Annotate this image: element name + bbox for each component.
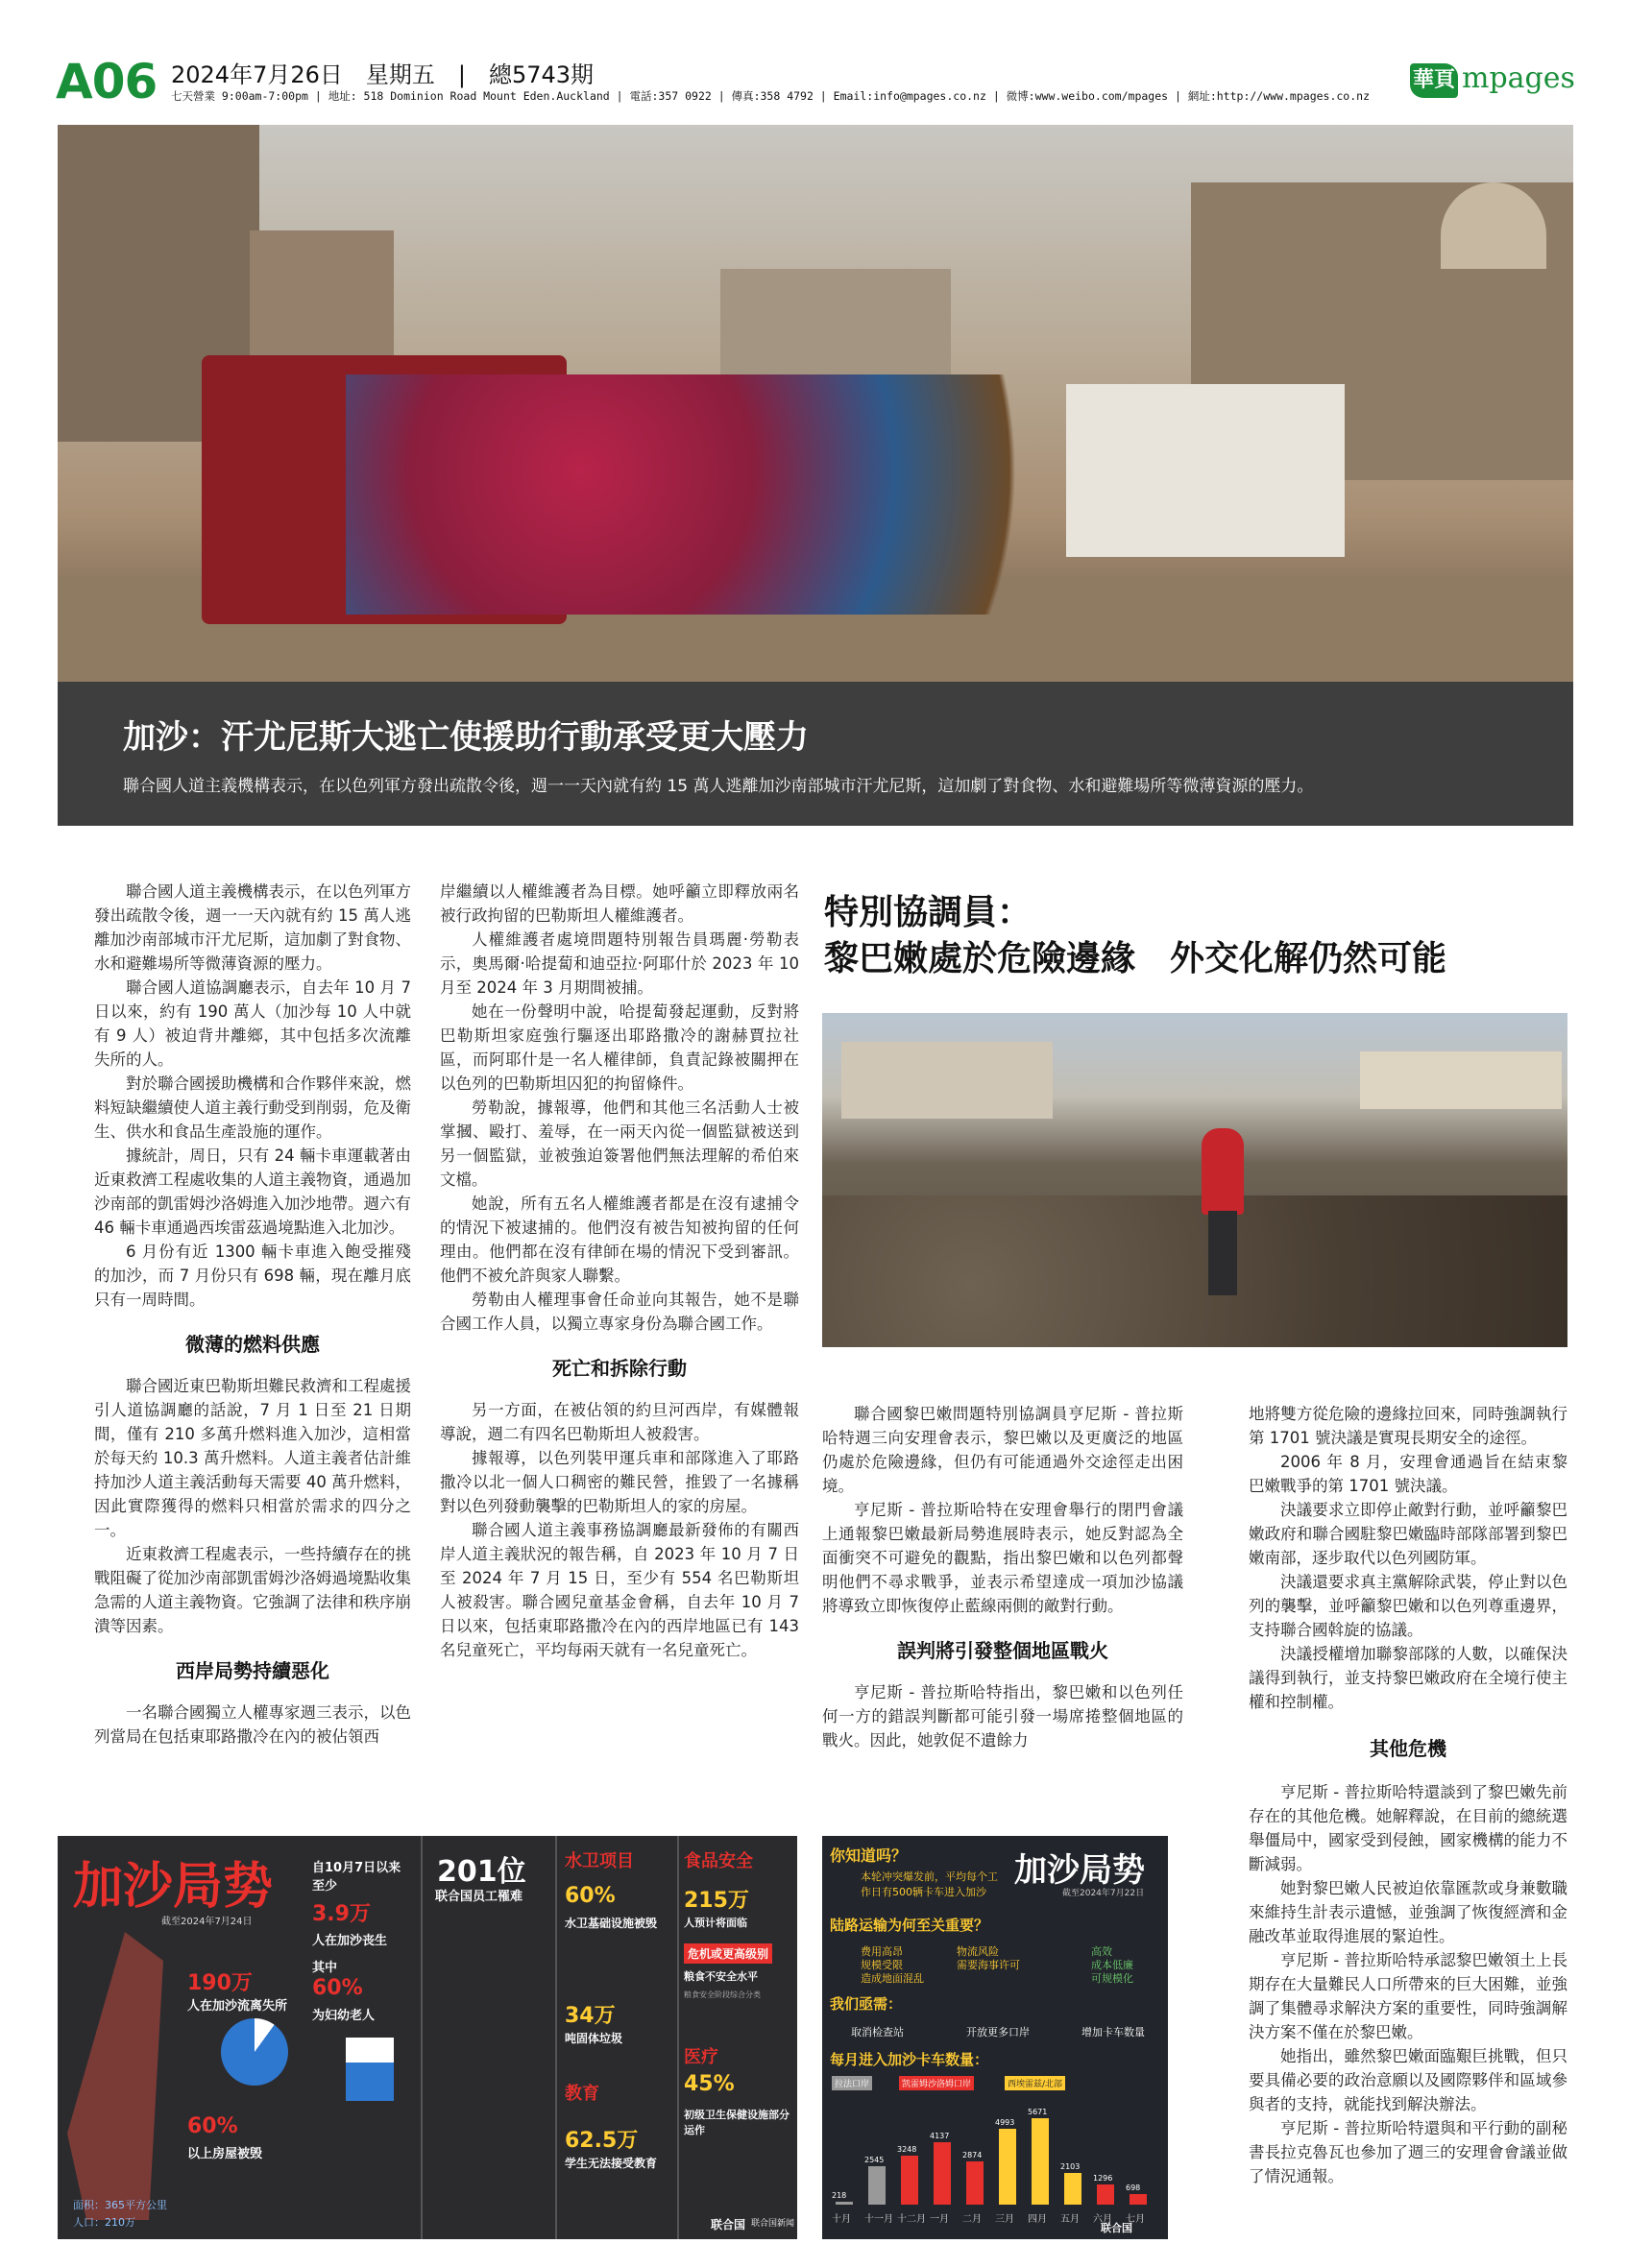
divider	[677, 1836, 679, 2239]
paragraph: 她說，所有五名人權維護者都是在沒有逮捕令的情況下被逮捕的。他們沒有被告知被拘留的任何理由。他們都在沒有律師在場的情況下受到審訊。他們不被允許與家人聯繫。	[440, 1194, 799, 1285]
paragraph: 據統計，周日，只有 24 輛卡車運載著由近東救濟工程處收集的人道主義物資，通過加沙南部的凱雷姆沙洛姆進入加沙地帶。週六有 46 輛卡車通過西埃雷茲過境點進入北加沙。	[94, 1146, 411, 1237]
truck-value-label: 2545	[864, 2155, 885, 2164]
food-label: 人预计将面临	[684, 1917, 747, 1929]
paragraph: 聯合國人道主義機構表示，在以色列軍方發出疏散令後，週一一天內就有約 15 萬人逃離加沙南部城市汗尤尼斯，這加劇了對食物、水和避難場所等微薄資源的壓力。	[94, 882, 411, 973]
un-staff-number: 201位	[437, 1855, 526, 1889]
truck-bar	[1032, 2118, 1049, 2205]
water-heading: 水卫项目	[565, 1851, 634, 1871]
legend-rafah: 拉法口岸	[832, 2076, 872, 2090]
housing-percent: 60%	[187, 2114, 238, 2138]
trucks-heading: 每月进入加沙卡车数量：	[830, 2051, 989, 2068]
sea-item: 需要海事许可	[957, 1959, 1020, 1971]
truck-bar	[901, 2156, 918, 2205]
paragraph-continued: 地將雙方從危險的邊緣拉回來，同時強調執行第 1701 號決議是實現長期安全的途徑。	[1249, 1405, 1567, 1447]
population-label: 人口：210万	[73, 2216, 135, 2229]
paragraph: 亨尼斯 - 普拉斯哈特承認黎巴嫩領土上長期存在大量難民人口所帶來的巨大困難，並強調了集體尋求解決方案的重要性，同時強調解決方案不僅在於黎巴嫩。	[1249, 1951, 1567, 2041]
paragraph: 她在一份聲明中說，哈提蔔發起運動，反對將巴勒斯坦家庭強行驅逐出耶路撒冷的謝赫賈拉社區，而阿耶什是一名人權律師，負責記錄被關押在以色列的巴勒斯坦囚犯的拘留條件。	[440, 1002, 799, 1093]
month-label: 一月	[930, 2214, 949, 2225]
water-percent: 60%	[565, 1884, 616, 1908]
logo-mark: 華頁	[1410, 63, 1458, 98]
paragraph: 聯合國黎巴嫩問題特別協調員亨尼斯 - 普拉斯哈特週三向安理會表示，黎巴嫩以及更廣泛的地區仍處於危險邊緣，但仍有可能通過外交途徑走出困境。	[822, 1405, 1183, 1495]
article2-title-line1: 特別協調員：	[824, 893, 1033, 932]
logo-text: mpages	[1462, 61, 1575, 95]
month-label: 六月	[1093, 2214, 1112, 2225]
appeal-item: 增加卡车数量	[1081, 2026, 1145, 2039]
paragraph: 亨尼斯 - 普拉斯哈特還談到了黎巴嫩先前存在的其他危機。她解釋說，在目前的總統選舉僵局中，國家受到侵蝕，國家機構的能力不斷減弱。	[1249, 1783, 1567, 1873]
infographic2-title: 加沙局势	[1014, 1851, 1145, 1890]
divider	[421, 1836, 423, 2239]
paragraph: 她對黎巴嫩人民被迫依靠匯款或身兼數職來維持生計表示遺憾，並強調了恢復經濟和金融改革並取得進展的緊迫性。	[1249, 1879, 1567, 1945]
killed-label: 人在加沙丧生	[312, 1934, 388, 1948]
paragraph: 對於聯合國援助機構和合作夥伴來說，燃料短缺繼續使人道主義行動受到削弱，危及衛生、供水和食品生產設施的運作。	[94, 1074, 411, 1141]
food-number: 215万	[684, 1889, 749, 1913]
truck-bar	[1064, 2173, 1081, 2205]
medical-label: 初级卫生保健设施部分运作	[684, 2109, 790, 2136]
food-label2: 粮食不安全水平	[684, 1970, 758, 1983]
displaced-pie	[221, 2018, 288, 2086]
gaza-trucks-infographic	[822, 1836, 1168, 2239]
infographic-date: 截至2024年7月24日	[161, 1917, 253, 1927]
paragraph: 一名聯合國獨立人權專家週三表示，以色列當局在包括東耶路撒冷在內的被佔領西	[94, 1703, 411, 1746]
paragraph: 6 月份有近 1300 輛卡車進入飽受摧殘的加沙，而 7 月份只有 698 輛，現在離月底只有一周時間。	[94, 1243, 411, 1309]
truck-value-label: 5671	[1028, 2108, 1048, 2117]
bar-blue	[346, 2063, 394, 2101]
sea-item: 物流风险	[957, 1945, 999, 1958]
area-label: 面积：365平方公里	[73, 2199, 167, 2211]
education-label: 学生无法接受教育	[565, 2157, 658, 2170]
air-item: 费用高昂	[861, 1945, 903, 1958]
did-you-know: 你知道吗？	[830, 1846, 908, 1865]
main-subheadline: 聯合國人道主義機構表示，在以色列軍方發出疏散令後，週一一天內就有約 15 萬人逃離加沙南部城市汗尤尼斯，這加劇了對食物、水和避難場所等微薄資源的壓力。	[123, 777, 1314, 796]
paragraph: 亨尼斯 - 普拉斯哈特還與和平行動的副秘書長拉克魯瓦也參加了週三的安理會會議並做了情況通報。	[1249, 2119, 1567, 2185]
month-label: 十二月	[897, 2214, 926, 2225]
paragraph: 人權維護者處境問題特別報告員瑪麗·勞勒表示，奧馬爾·哈提蔔和迪亞拉·阿耶什於 2023 年 10 月至 2024 年 3 月期間被捕。	[440, 930, 799, 997]
truck-bar	[1130, 2194, 1147, 2205]
appeal-item: 开放更多口岸	[966, 2026, 1030, 2039]
killed-number: 3.9万	[312, 1902, 371, 1926]
month-label: 十月	[832, 2214, 851, 2225]
paragraph: 近東救濟工程處表示，一些持續存在的挑戰阻礙了從加沙南部凱雷姆沙洛姆過境點收集急需的人道主義物資。它強調了法律和秩序崩潰等因素。	[94, 1545, 411, 1635]
subheading-death: 死亡和拆除行動	[552, 1357, 687, 1380]
page-number: A06	[56, 54, 158, 109]
land-item: 成本低廉	[1091, 1959, 1133, 1971]
main-headline: 加沙：汗尤尼斯大逃亡使援助行動承受更大壓力	[123, 718, 809, 757]
paragraph: 決議授權增加聯黎部隊的人數，以確保決議得到執行，並支持黎巴嫩政府在全境行使主權和控制權。	[1249, 1645, 1567, 1711]
land-item: 可规模化	[1091, 1972, 1133, 1985]
paragraph: 2006 年 8 月，安理會通過旨在結束黎巴嫩戰爭的第 1701 號決議。	[1249, 1453, 1567, 1495]
paragraph: 她指出，雖然黎巴嫩面臨艱巨挑戰，但只要具備必要的政治意願以及國際夥伴和區域參與者的支持，就能找到解決辦法。	[1249, 2047, 1567, 2113]
land-heading: 陆路运输为何至关重要？	[830, 1917, 989, 1934]
issue-date: 2024年7月26日 星期五 | 總5743期	[171, 61, 595, 88]
subheading-miscalculation: 誤判將引發整個地區戰火	[897, 1639, 1108, 1662]
contact-info: 七天營業 9:00am-7:00pm | 地址: 518 Dominion Road Mount Eden.Auckland | 電話:357 0922 | 傳真:358 4792 | Email:info@mpages.co.nz | 微博:www.weibo.com/mpages | 網址:http://www.mpages.co.nz	[171, 89, 1371, 103]
displaced-number: 190万	[187, 1971, 253, 1995]
truck-value-label: 2103	[1060, 2161, 1081, 2171]
month-label: 五月	[1060, 2214, 1080, 2225]
article1-column1	[94, 880, 411, 1749]
truck-value-label: 4993	[995, 2117, 1015, 2127]
subheading-westbank: 西岸局勢持續惡化	[176, 1659, 329, 1682]
displaced-label: 人在加沙流离失所	[187, 1999, 288, 2014]
since-label: 自10月7日以来至少	[312, 1861, 401, 1894]
housing-label: 以上房屋被毁	[187, 2147, 263, 2161]
truck-value-label: 4137	[930, 2131, 950, 2140]
bar-white	[346, 2038, 394, 2063]
month-label: 二月	[962, 2214, 982, 2225]
paragraph: 另一方面，在被佔領的約旦河西岸，有媒體報導說，週二有四名巴勒斯坦人被殺害。	[440, 1401, 799, 1443]
gaza-map	[67, 1932, 163, 2220]
food-note: 粮食安全阶段综合分类	[684, 1991, 761, 1999]
appeal-heading: 我们亟需：	[830, 1995, 903, 2013]
article2-title-line2: 黎巴嫩處於危險邊緣 外交化解仍然可能	[824, 939, 1447, 978]
hero-photo-khan-younis-evacuation	[58, 125, 1573, 682]
women-children-label: 为妇幼老人	[312, 2009, 376, 2023]
water-label: 水卫基础设施被毁	[565, 1917, 658, 1930]
infographic2-date: 截至2024年7月22日	[1062, 1889, 1145, 1898]
paragraph: 決議要求立即停止敵對行動，並呼籲黎巴嫩政府和聯合國駐黎巴嫩臨時部隊部署到黎巴嫩南部，逐步取代以色列國防軍。	[1249, 1501, 1567, 1567]
did-you-know-text: 本轮冲突爆发前，平均每个工作日有500辆卡车进入加沙	[861, 1870, 998, 1898]
medical-percent: 45%	[684, 2072, 735, 2096]
land-item: 高效	[1091, 1945, 1112, 1958]
paragraph: 聯合國人道協調廳表示，自去年 10 月 7 日以來，約有 190 萬人（加沙每 10 人中就有 9 人）被迫背井離鄉，其中包括多次流離失所的人。	[94, 978, 411, 1069]
truck-value-label: 218	[832, 2190, 847, 2200]
air-item: 规模受限	[861, 1959, 903, 1971]
legend-kerem: 凯雷姆沙洛姆口岸	[899, 2076, 974, 2090]
truck-bar	[1097, 2184, 1114, 2205]
paragraph: 聯合國近東巴勒斯坦難民救濟和工程處援引人道協調廳的話說，7 月 1 日至 21 日期間，僅有 210 多萬升燃料進入加沙，這相當於每天約 10.3 萬升燃料。人道主義者估計維持加沙人道主義活動每天需要 40 萬升燃料，因此實際獲得的燃料只相當於需求的四分之一。	[94, 1377, 411, 1539]
truck-value-label: 2874	[962, 2150, 983, 2159]
mpages-logo	[1410, 61, 1573, 104]
paragraph: 據報導，以色列裝甲運兵車和部隊進入了耶路撒冷以北一個人口稠密的難民營，推毀了一名據稱對以色列發動襲擊的巴勒斯坦人的家的房屋。	[440, 1449, 799, 1515]
divider	[555, 1836, 557, 2239]
legend-north: 西埃雷兹/北部	[1005, 2076, 1065, 2090]
un-footer: 联合国	[1101, 2222, 1132, 2234]
un-staff-label: 联合国员工罹难	[435, 1890, 523, 1904]
subheading-fuel: 微薄的燃料供應	[185, 1333, 320, 1356]
paragraph: 亨尼斯 - 普拉斯哈特在安理會舉行的閉門會議上通報黎巴嫩最新局勢進展時表示，她反對認為全面衝突不可避免的觀點，指出黎巴嫩和以色列都聲明他們不尋求戰爭，並表示希望達成一項加沙協議將導致立即恢復停止藍線兩側的敵對行動。	[822, 1501, 1183, 1615]
truck-bar	[868, 2166, 886, 2205]
month-label: 七月	[1126, 2214, 1145, 2225]
article2-column1	[822, 1402, 1183, 1752]
paragraph: 聯合國人道主義事務協調廳最新發佈的有關西岸人道主義狀況的報告稱，自 2023 年 10 月 7 日至 2024 年 7 月 15 日，至少有 554 名巴勒斯坦人被殺害。聯合國兒童基金會稱，自去年 10 月 7 日以來，包括東耶路撒冷在內的西岸地區已有 143 名兒童死亡，平均每兩天就有一名兒童死亡。	[440, 1521, 799, 1659]
article1-column2	[440, 880, 799, 1662]
paragraph: 勞勒說，據報導，他們和其他三名活動人士被掌摑、毆打、羞辱，在一兩天內從一個監獄被送到另一個監獄，並被強迫簽署他們無法理解的希伯來文檔。	[440, 1098, 799, 1189]
paragraph: 勞勒由人權理事會任命並向其報告，她不是聯合國工作人員，以獨立專家身份為聯合國工作。	[440, 1291, 799, 1333]
article2-column2	[1249, 1402, 1567, 2188]
medical-heading: 医疗	[684, 2047, 718, 2067]
education-heading: 教育	[565, 2084, 599, 2104]
lebanon-rubble-photo	[822, 1013, 1567, 1347]
truck-value-label: 1296	[1093, 2174, 1113, 2184]
un-news-footer: 联合国新闻	[751, 2219, 795, 2229]
air-item: 造成地面混乱	[861, 1972, 924, 1985]
month-label: 十一月	[864, 2214, 893, 2225]
food-heading: 食品安全	[684, 1851, 753, 1871]
truck-bar	[934, 2142, 951, 2206]
waste-label: 吨固体垃圾	[565, 2032, 623, 2045]
truck-value-label: 3248	[897, 2144, 917, 2154]
education-number: 62.5万	[565, 2129, 639, 2153]
truck-bar	[966, 2161, 984, 2206]
paragraph: 亨尼斯 - 普拉斯哈特指出，黎巴嫩和以色列任何一方的錯誤判斷都可能引發一場席捲整個地區的戰火。因此，她敦促不遺餘力	[822, 1683, 1183, 1749]
paragraph: 決議還要求真主黨解除武裝，停止對以色列的襲擊，並呼籲黎巴嫩和以色列尊重邊界，支持聯合國斡旋的協議。	[1249, 1573, 1567, 1639]
food-crisis-badge: 危机或更高级别	[684, 1943, 772, 1964]
waste-number: 34万	[565, 2004, 616, 2028]
month-label: 四月	[1028, 2214, 1047, 2225]
trucks-bar-chart	[832, 2109, 1158, 2205]
truck-value-label: 698	[1126, 2183, 1141, 2192]
un-footer: 联合国	[711, 2218, 746, 2232]
gaza-situation-infographic	[58, 1836, 797, 2239]
month-label: 三月	[995, 2214, 1014, 2225]
appeal-item: 取消检查站	[851, 2026, 904, 2039]
subheading-other-crises: 其他危機	[1370, 1737, 1446, 1760]
of-which-label: 其中	[312, 1961, 338, 1975]
paragraph-continued: 岸繼續以人權維護者為目標。她呼籲立即釋放兩名被行政拘留的巴勒斯坦人權維護者。	[440, 882, 799, 925]
truck-bar	[836, 2202, 853, 2205]
truck-bar	[999, 2129, 1016, 2205]
infographic-title: 加沙局势	[73, 1858, 274, 1916]
women-children-percent: 60%	[312, 1976, 363, 2000]
